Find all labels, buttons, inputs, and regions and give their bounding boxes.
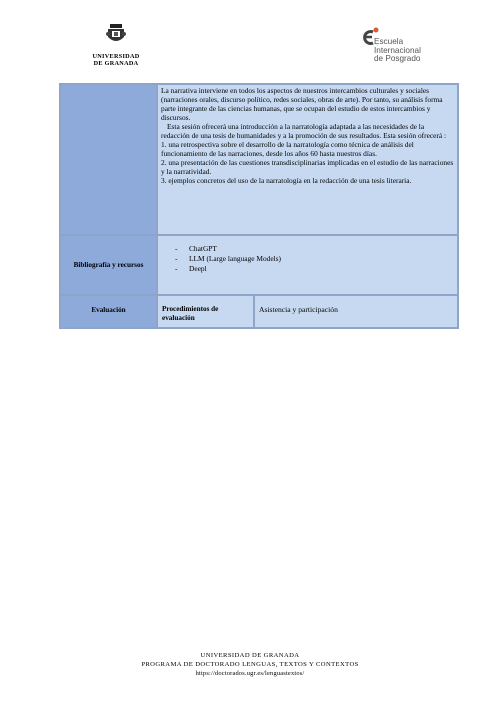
bibliography-label: Bibliografía y recursos: [60, 235, 157, 295]
list-item: - LLM (Large language Models): [175, 254, 282, 263]
description-header-cell: [60, 84, 157, 235]
description-cell: [157, 84, 458, 235]
bibliography-item: ChatGPT: [189, 244, 217, 253]
description-paragraph: 2. una presentación de las cuestiones transdisciplinarias implicadas en el estudio de las narraciones y la narratividad.: [161, 158, 454, 176]
bibliography-item: Deepl: [189, 264, 207, 273]
page-footer: [0, 651, 500, 678]
bibliography-list: [161, 237, 454, 274]
evaluation-row: [60, 295, 458, 328]
ugr-crest-icon: [105, 22, 127, 46]
footer-url: https://doctorados.ugr.es/lenguastextos/: [195, 670, 305, 677]
evaluation-label: Evaluación: [60, 295, 157, 328]
eip-line-1: Escuela: [374, 37, 404, 46]
eip-line-2: Internacional: [374, 45, 421, 55]
description-row: [60, 84, 458, 235]
ugr-logo: [88, 22, 144, 67]
procedures-label: Procedimientos de evaluación: [157, 295, 254, 328]
description-paragraph: La narrativa interviene en todos los aspectos de nuestros intercambios culturales y sociales (narraciones orales, discurso político, redes sociales, obras de arte). Por tanto, su análisis forma parte integrante de las ciencias humanas, que se ocupan del estudio de estos intercambios y discursos.: [161, 86, 443, 122]
eip-line-3: de Posgrado: [374, 54, 421, 64]
eip-text: [374, 38, 421, 64]
description-paragraph: 1. una retrospectiva sobre el desarrollo de la narratología como técnica de análisis del funcionamiento de las narraciones, desde los años 60 hasta nuestros días.: [161, 140, 414, 158]
footer-program: PROGRAMA DE DOCTORADO LENGUAS, TEXTOS Y CONTEXTOS: [141, 661, 359, 668]
bibliography-cell: [157, 235, 458, 295]
ugr-line-1: UNIVERSIDAD: [92, 53, 140, 60]
bibliography-row: [60, 235, 458, 295]
footer-university: UNIVERSIDAD DE GRANADA: [200, 652, 300, 659]
description-paragraph: Esta sesión ofrecerá una introducción a la narratología adaptada a las necesidades de la redacción de una tesis de humanidades y a la promoción de sus resultados. Esta sesión ofrecerá :: [161, 122, 447, 140]
description-paragraph: 3. ejemplos concretos del uso de la narratología en la redacción de una tesis literaria.: [161, 176, 412, 185]
list-item: - Deepl: [175, 264, 207, 273]
ugr-line-2: DE GRANADA: [93, 60, 139, 67]
course-table: [59, 83, 459, 329]
ugr-name: [88, 53, 144, 67]
procedures-value: Asistencia y participación: [254, 295, 458, 328]
list-item: - ChatGPT: [175, 244, 217, 253]
eip-logo: [360, 24, 450, 64]
bibliography-item: LLM (Large language Models): [189, 254, 282, 263]
